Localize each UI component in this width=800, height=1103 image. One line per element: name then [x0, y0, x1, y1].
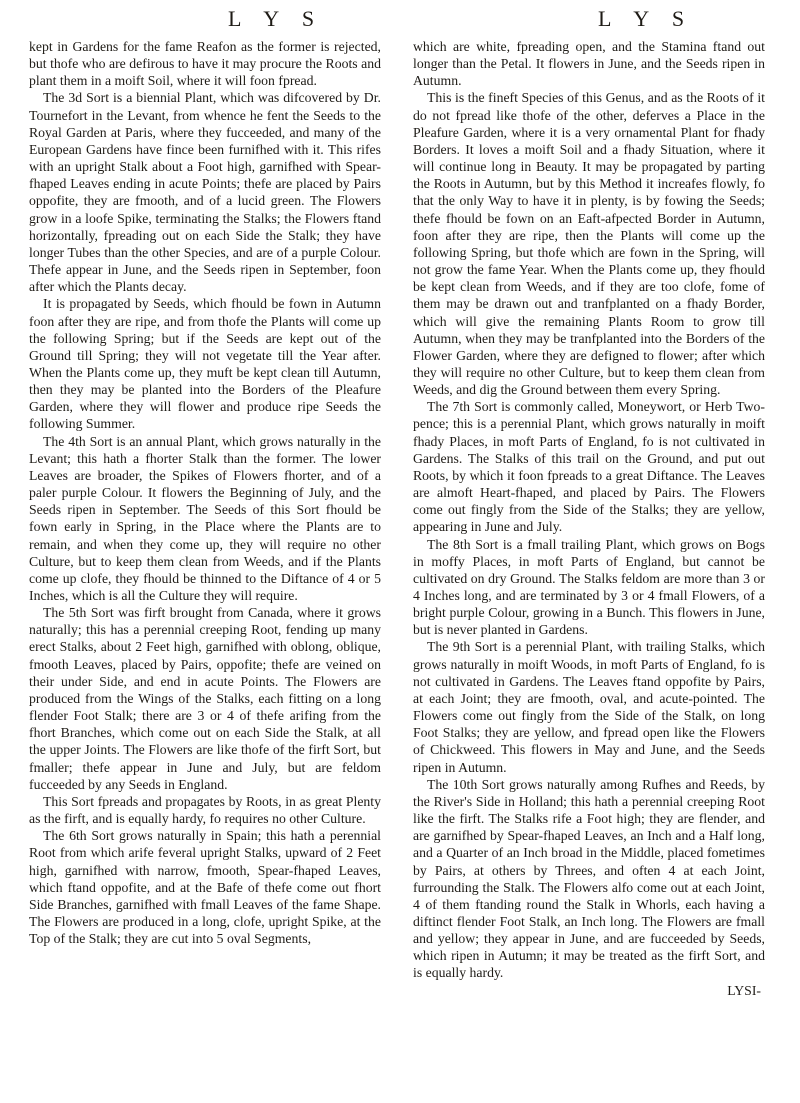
paragraph: This Sort fpreads and propagates by Roots, in as great Plenty as the firft, and is equally hardy, fo requires no other Culture.: [29, 793, 381, 827]
paragraph: which are white, fpreading open, and the Stamina ftand out longer than the Petal. It flowers in June, and the Seeds ripen in Autumn.: [413, 39, 765, 89]
paragraph: The 3d Sort is a biennial Plant, which was difcovered by Dr. Tournefort in the Levant, from whence he fent the Seeds to the Royal Garden at Paris, where they fucceeded, and many of the European Gardens have fince been furnifhed with it. This rifes with an upright Stalk about a Foot high, garnifhed with Spear-fhaped Leaves ending in acute Points; thefe are placed by Pairs oppofite, they are fmooth, and of a lucid green. The Flowers grow in a loofe Spike, terminating the Stalks; the Flowers ftand horizontally, fpreading out on each Side the Stalk; they have longer Tubes than the other Species, and are of a purple Colour. Thefe appear in June, and the Seeds ripen in September, foon after which the Plants decay.: [29, 90, 381, 295]
paragraph: The 5th Sort was firft brought from Canada, where it grows naturally; this has a perennial creeping Root, fending up many erect Stalks, about 2 Feet high, garnifhed with oblong, oblique, fmooth Leaves, placed by Pairs, oppofite; thefe are veined on their under Side, and end in acute Points. The Flowers are produced from the Wings of the Stalks, each fitting on a long flender Foot Stalk; there are 3 or 4 of thefe arifing from the fhort Branches, which come out on each Side the Stalk, at all the upper Joints. The Flowers are like thofe of the firft Sort, but fmaller; thefe appear in June and July, but are feldom fucceeded by any Seeds in England.: [29, 605, 381, 792]
right-column: [413, 38, 765, 999]
paragraph: kept in Gardens for the fame Reafon as the former is rejected, but thofe who are defirous to have it may procure the Roots and plant them in a moift Soil, where it will foon fpread.: [29, 39, 381, 89]
catchword: LYSI-: [727, 982, 761, 998]
left-column: [29, 38, 381, 947]
paragraph: The 9th Sort is a perennial Plant, with trailing Stalks, which grows naturally in moift Woods, in moft Parts of England, fo is not cultivated in Gardens. The Leaves ftand oppofite by Pairs, at each Joint; they are fmooth, oval, and acute-pointed. The Flowers come out fingly from the Side of the Stalk, on long Foot Stalks; they are yellow, and fpread open like the Flowers of Chickweed. This flowers in May and June, and the Seeds ripen in Autumn.: [413, 639, 765, 775]
paragraph: The 7th Sort is commonly called, Moneywort, or Herb Two-pence; this is a perennial Plant, which grows naturally in moift fhady Places, in moft Parts of England, fo is not cultivated in Gardens. The Stalks of this trail on the Ground, and put out Roots, by which it foon fpreads to a great Diftance. The Leaves are almoft Heart-fhaped, and placed by Pairs. The Flowers come out fingly from the Side of the Stalks; they are yellow, appearing in June and July.: [413, 399, 765, 535]
running-head-right: L Y S: [598, 6, 694, 31]
paragraph: The 6th Sort grows naturally in Spain; this hath a perennial Root from which arife feveral upright Stalks, upward of 2 Feet high, garnifhed with narrow, fmooth, Spear-fhaped Leaves, which ftand oppofite, and at the Bafe of thefe come out fhort Side Branches, garnifhed with fmall Leaves of the fame Shape. The Flowers are produced in a long, clofe, upright Spike, at the Top of the Stalk; they are cut into 5 oval Segments,: [29, 828, 381, 947]
paragraph: This is the fineft Species of this Genus, and as the Roots of it do not fpread like thofe of the other, deferves a Place in the Pleafure Garden, where it is a very ornamental Plant for fhady Borders. It loves a moift Soil and a fhady Situation, where it will continue long in Beauty. It may be propagated by parting the Roots in Autumn, but by this Method it increafes flowly, fo that the only Way to have it in plenty, is by fowing the Seeds; thefe fhould be fown on an Eaft-afpected Border in Autumn, foon after they are ripe, then the Plants will come up the following Spring, but thofe which are fown in the Spring, will not grow the fame Year. When the Plants come up, they fhould be kept clean from Weeds, and if they are too clofe, fome of them may be drawn out and tranfplanted on a fhady Border, which will give the remaining Plants Room to grow till Autumn, when they may be tranfplanted into the Borders of the Flower Garden, where they are defigned to flower; after which they will require no other Culture, but to keep them clean from Weeds, and dig the Ground between them every Spring.: [413, 90, 765, 398]
paragraph: The 4th Sort is an annual Plant, which grows naturally in the Levant; this hath a fhorter Stalk than the former. The lower Leaves are broader, the Spikes of Flowers fhorter, and of a paler purple Colour. It flowers the Beginning of July, and the Seeds ripen in September. The Seeds of this Sort fhould be fown early in Spring, in the Place where the Plants are to remain, and when they come up, they will require no other Culture, but to keep them clean from Weeds, and if the Plants come up clofe, they fhould be thinned to the Diftance of 4 or 5 Inches, which is all the Culture they will require.: [29, 433, 381, 603]
paragraph: The 10th Sort grows naturally among Rufhes and Reeds, by the River's Side in Holland; this hath a perennial creeping Root like the firft. The Stalks rife a Foot high; they are flender, and are garnifhed by Spear-fhaped Leaves, an Inch and a Half long, and a Quarter of an Inch broad in the Middle, placed fometimes by Pairs, at others by Threes, and often 4 at each Joint, furrounding the Stalk. The Flowers alfo come out at each Joint, 4 of them ftanding round the Stalk in Whorls, each having a diftinct flender Foot Stalk, an Inch long. The Flowers are fmall and yellow; they appear in June, and are fucceeded by Seeds, which ripen in Autumn; it may be treated as the firft Sort, and is equally hardy.: [413, 776, 765, 981]
paragraph: The 8th Sort is a fmall trailing Plant, which grows on Bogs in moffy Places, in moft Parts of England, but cannot be cultivated on dry Ground. The Stalks feldom are more than 3 or 4 Inches long, and are terminated by 3 or 4 fmall Flowers, of a bright purple Colour, growing in a Bunch. This flowers in June, but is never planted in Gardens.: [413, 536, 765, 638]
page-header: [0, 6, 800, 34]
paragraph: It is propagated by Seeds, which fhould be fown in Autumn foon after they are ripe, and from thofe the Plants will come up the following Spring; but if the Seeds are kept out of the Ground till Spring; they will not vegetate till the Year after. When the Plants come up, they muft be kept clean till Autumn, then they may be planted into the Borders of the Pleafure Garden, where they will flower and produce ripe Seeds the following Summer.: [29, 296, 381, 432]
running-head-left: L Y S: [228, 6, 324, 31]
